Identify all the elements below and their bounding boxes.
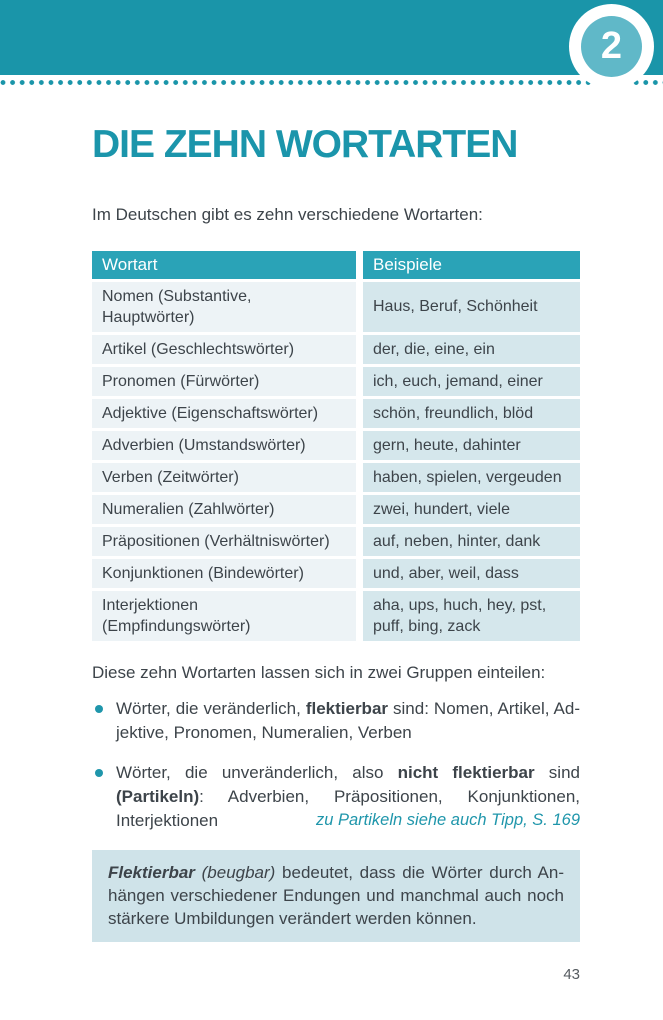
table-cell: Artikel (Geschlechtswörter) <box>92 335 356 364</box>
table-cell: ich, euch, jemand, einer <box>363 367 580 396</box>
bullet-text: sind: Nomen, Artikel, Adjektive, Pronomen, Numeralien, Verben <box>116 698 581 742</box>
table-cell: Interjektionen (Empfindungswörter) <box>92 591 356 641</box>
table-cell: zwei, hundert, viele <box>363 495 580 524</box>
bullet-text-bold: flektierbar <box>305 698 389 718</box>
table-cell: Konjunktionen (Bindewörter) <box>92 559 356 588</box>
bullet-icon <box>95 769 103 777</box>
table-cell: gern, heute, dahinter <box>363 431 580 460</box>
chapter-number: 2 <box>600 25 623 67</box>
table-cell: Präpositionen (Verhältniswörter) <box>92 527 356 556</box>
intro-text: Im Deutschen gibt es zehn verschiedene Wortarten: <box>92 204 483 224</box>
table-cell: Adjektive (Eigenschaftswörter) <box>92 399 356 428</box>
info-box-term-gloss: (beugbar) <box>194 862 276 882</box>
page-title: DIE ZEHN WORTARTEN <box>92 123 518 166</box>
bullet-text: : Adverbien, Präpositionen, Konjunktionen, Interjektionen <box>116 786 580 830</box>
wortarten-table <box>92 251 580 641</box>
table-cell: Verben (Zeitwörter) <box>92 463 356 492</box>
bullet-text-bold: (Partikeln) <box>116 786 200 806</box>
table-cell: aha, ups, huch, hey, pst, puff, bing, zack <box>363 591 580 641</box>
chapter-number-icon <box>581 16 642 77</box>
table-cell: auf, neben, hinter, dank <box>363 527 580 556</box>
info-box-body: bedeutet, dass die Wörter durch Anhängen verschiedener Endungen und manchmal auch noch stärkere Umbildungen verändert werden können. <box>108 862 564 928</box>
cross-reference-note: zu Partikeln siehe auch Tipp, S. 169 <box>315 810 580 829</box>
info-box-term: Flektierbar <box>108 862 195 882</box>
groups-bullet-list <box>92 697 580 833</box>
table-cell: Nomen (Substantive, Hauptwörter) <box>92 282 356 332</box>
page-number: 43 <box>563 966 580 983</box>
table-cell: Pronomen (Fürwörter) <box>92 367 356 396</box>
info-box-text <box>108 861 564 930</box>
bullet-text: Wörter, die unveränderlich, also <box>116 762 398 782</box>
bullet-icon <box>95 705 103 713</box>
page-content <box>92 75 580 942</box>
bullet-partikeln <box>92 761 580 833</box>
chapter-number-badge <box>569 4 654 89</box>
table-cell: Adverbien (Umstandswörter) <box>92 431 356 460</box>
table-cell: schön, freundlich, blöd <box>363 399 580 428</box>
table-cell: und, aber, weil, dass <box>363 559 580 588</box>
table-header-beispiele: Beispiele <box>363 251 580 279</box>
table-cell: Numeralien (Zahlwörter) <box>92 495 356 524</box>
table-cell: Haus, Beruf, Schönheit <box>363 282 580 332</box>
chapter-header-bar <box>0 0 663 75</box>
bullet-text-bold: nicht flektierbar <box>397 762 535 782</box>
table-header-wortart: Wortart <box>92 251 356 279</box>
bullet-text: Wörter, die veränderlich, <box>116 698 306 718</box>
table-cell: haben, spielen, vergeuden <box>363 463 580 492</box>
bullet-flektierbar <box>92 697 580 745</box>
bullet-text: sind <box>534 762 580 782</box>
info-box <box>92 850 580 942</box>
groups-intro-text: Diese zehn Wortarten lassen sich in zwei Gruppen einteilen: <box>92 662 546 682</box>
table-cell: der, die, eine, ein <box>363 335 580 364</box>
